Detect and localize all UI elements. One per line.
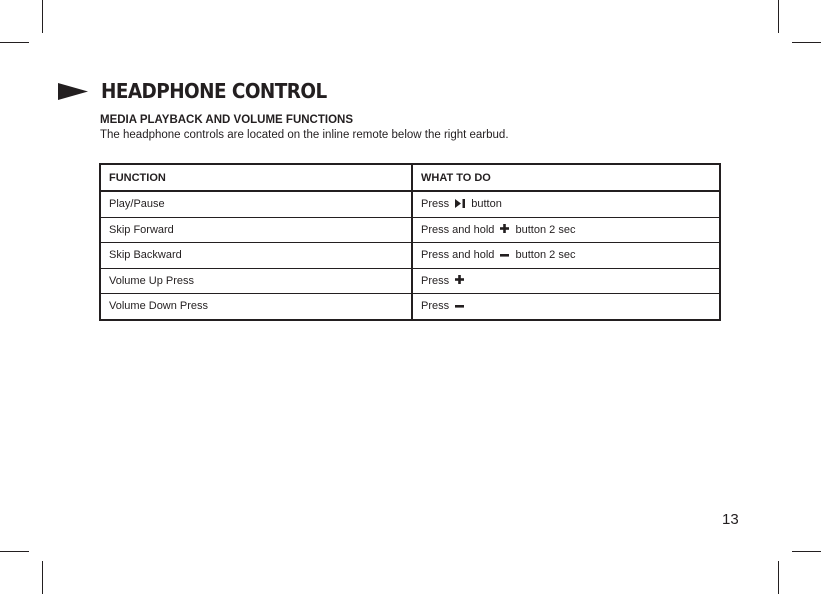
function-cell: Play/Pause xyxy=(100,191,412,217)
controls-table xyxy=(99,163,721,321)
crop-mark xyxy=(42,0,43,33)
column-header-what-to-do: WHAT TO DO xyxy=(412,164,720,191)
instruction-pre: Press xyxy=(421,274,450,287)
function-cell: Volume Down Press xyxy=(100,294,412,320)
crop-mark xyxy=(42,561,43,594)
table-row xyxy=(100,268,720,294)
crop-mark xyxy=(792,42,821,43)
instruction-post: button 2 sec xyxy=(515,223,576,236)
crop-mark xyxy=(792,551,821,552)
instruction-pre: Press and hold xyxy=(421,249,495,262)
table-row xyxy=(100,294,720,320)
instruction-cell xyxy=(412,294,720,320)
crop-mark xyxy=(0,551,29,552)
column-header-function: FUNCTION xyxy=(100,164,412,191)
table-row xyxy=(100,191,720,217)
instruction-post: button 2 sec xyxy=(515,249,576,262)
instruction-cell xyxy=(412,268,720,294)
instruction-post: button xyxy=(471,198,502,211)
instruction-pre: Press xyxy=(421,198,450,211)
minus-icon xyxy=(455,301,464,310)
play-pause-icon xyxy=(455,199,465,208)
page-number: 13 xyxy=(722,511,739,528)
instruction-cell xyxy=(412,217,720,243)
plus-icon xyxy=(455,275,464,284)
minus-icon xyxy=(500,250,509,259)
instruction-pre: Press xyxy=(421,300,450,313)
crop-mark xyxy=(778,0,779,33)
section-header xyxy=(58,78,88,104)
crop-mark xyxy=(0,42,29,43)
table-header-row xyxy=(100,164,720,191)
page-title: HEADPHONE CONTROL xyxy=(101,79,327,103)
plus-icon xyxy=(500,224,509,233)
function-cell: Volume Up Press xyxy=(100,268,412,294)
section-description: The headphone controls are located on the inline remote below the right earbud. xyxy=(100,129,509,141)
section-subheading: MEDIA PLAYBACK AND VOLUME FUNCTIONS xyxy=(100,114,354,126)
crop-mark xyxy=(778,561,779,594)
instruction-cell xyxy=(412,243,720,269)
table-row xyxy=(100,243,720,269)
arrow-right-icon xyxy=(58,83,88,100)
function-cell: Skip Backward xyxy=(100,243,412,269)
instruction-cell xyxy=(412,191,720,217)
instruction-pre: Press and hold xyxy=(421,223,495,236)
table-row xyxy=(100,217,720,243)
function-cell: Skip Forward xyxy=(100,217,412,243)
